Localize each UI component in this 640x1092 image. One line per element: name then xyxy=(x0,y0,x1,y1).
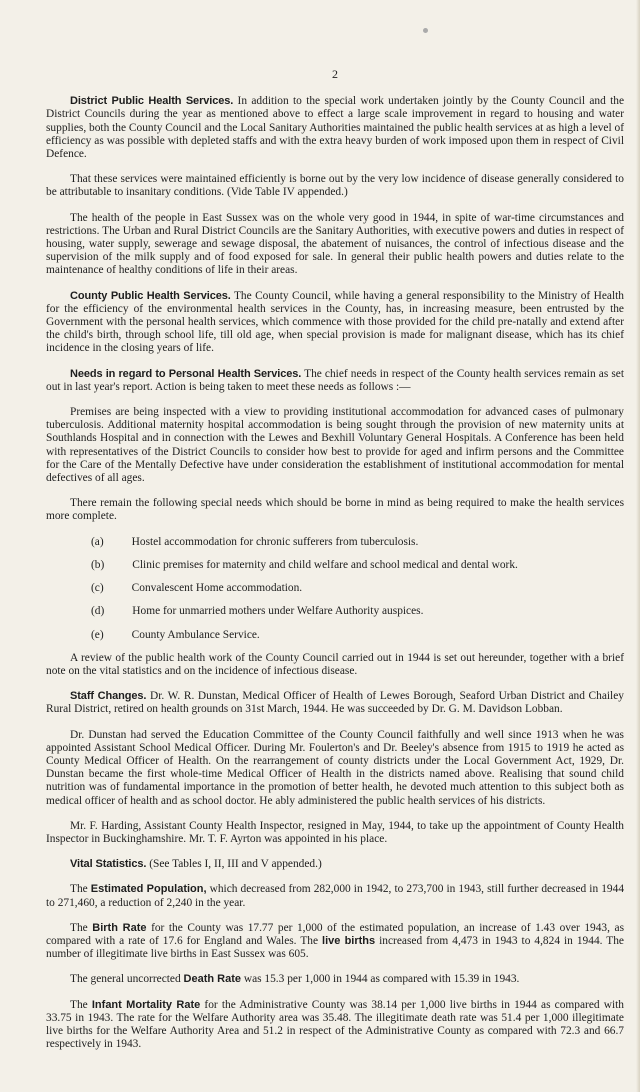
paragraph-needs xyxy=(46,368,624,394)
text-birth-mid: for the County was 17.77 per 1,000 of the estimated population, an increase of 1.43 over 1943, as compared with a rate of 17.6 for England and Wales. The xyxy=(46,921,625,947)
list-item xyxy=(46,536,624,549)
paragraph-harding: Mr. F. Harding, Assistant County Health Inspector, resigned in May, 1944, to take up the appointment of County Health Inspector in Buckinghamshire. Mr. T. F. Ayrton was appointed in his place. xyxy=(46,819,624,845)
text-infant-pre: The xyxy=(70,998,92,1011)
text-vital-statistics: (See Tables I, II, III and V appended.) xyxy=(146,858,322,871)
list-item-text: Convalescent Home accommodation. xyxy=(131,582,303,595)
text-staff-changes: Dr. W. R. Dunstan, Medical Officer of Health of Lewes Borough, Seaford Urban District and Chailey Rural District, retired on health grounds on 31st March, 1944. He was succeeded by Dr. G. M. Davidson Lobban. xyxy=(46,690,624,716)
heading-vital-statistics: Vital Statistics. xyxy=(70,858,147,871)
text-population-pre: The xyxy=(70,883,91,896)
paragraph-health-of-people: The health of the people in East Sussex was on the whole very good in 1944, in spite of war-time circumstances and restrictions. The Urban and Rural District Councils are the Sanitary Authorities, with executive powers and duties in respect of housing, water supply, sewerage and sewage disposal, the abatement of nuisances, the control of infectious disease and the supervision of the milk supply and of food exposed for sale. In general their public health powers and duties relate to the maintenance of healthy conditions of life in their areas. xyxy=(46,211,624,277)
text-birth-post: increased from 4,473 in 1943 to 4,824 in 1944. The number of illegitimate live births in East Sussex was 605. xyxy=(46,934,624,961)
term-birth-rate: Birth Rate xyxy=(92,921,147,934)
text-district-services: In addition to the special work undertaken jointly by the County Council and the District Councils during the year as mentioned above to effect a large scale improvement in regard to housing and water supplies, both the County Council and the Local Sanitary Authorities maintained the public health services at as high a level of efficiency as was possible with depleted staffs and with the extra heavy burden of work imposed upon them in respect of Civil Defence. xyxy=(46,95,624,161)
list-item-mark: (d) xyxy=(91,605,105,618)
list-item xyxy=(46,559,624,572)
paragraph-district-services xyxy=(46,95,624,161)
term-estimated-population: Estimated Population, xyxy=(90,883,207,896)
list-item-text: County Ambulance Service. xyxy=(131,628,260,641)
list-item-text: Clinic premises for maternity and child welfare and school medical and dental work. xyxy=(132,558,518,571)
text-infant-post: for the Administrative County was 38.14 per 1,000 live births in 1944 as compared with 33.75 in 1943. The rate for the Welfare Authority area was 35.48. The illegitimate death rate was 51.4 per 1,000 illegitimate live births for the Welfare Authority Area and 51.2 in respect of the Administrative County as compared with 72.3 and 66.7 respectively in 1943. xyxy=(46,998,624,1051)
list-item-text: Hostel accommodation for chronic sufferers from tuberculosis. xyxy=(131,535,419,548)
paragraph-vital-statistics xyxy=(46,858,624,871)
list-item xyxy=(46,629,624,642)
term-infant-mortality-rate: Infant Mortality Rate xyxy=(91,998,201,1011)
heading-county-services: County Public Health Services. xyxy=(70,289,231,302)
paragraph-services-maintained: That these services were maintained efficiently is borne out by the very low incidence of disease generally considered to be attributable to insanitary conditions. (Vide Table IV appended.) xyxy=(46,173,624,199)
paragraph-premises: Premises are being inspected with a view to providing institutional accommodation for advanced cases of pulmonary tuberculosis. Additional maternity hospital accommodation is being sought through the provision of new maternity units at Southlands Hospital and in connection with the Lewes and Bexhill Voluntary General Hospitals. A Conference has been held with representatives of the District Councils to consider how best to provide for aged and infirm persons and the Committee for the Care of the Mentally Defective have under consideration the establishment of institutional accommodation for mental defectives of all ages. xyxy=(46,406,624,485)
text-needs: The chief needs in respect of the County health services remain as set out in last year's report. Action is being taken to meet these needs as follows :— xyxy=(46,367,624,393)
paragraph-population xyxy=(46,883,624,909)
list-item-mark: (e) xyxy=(91,628,104,641)
list-item-text: Home for unmarried mothers under Welfare Authority auspices. xyxy=(132,605,424,618)
term-live-births: live births xyxy=(322,934,376,947)
text-county-services: The County Council, while having a general responsibility to the Ministry of Health for the efficiency of the environmental health services in the County, has, in increasing measure, been entrusted by the Government with the personal health services, which commence with those provided for the child pre-natally and extend after the child's birth, through school life, till old age, when special provision is made for malignant disease, which has its chief incidence in the closing years of life. xyxy=(46,289,624,355)
heading-district-services: District Public Health Services. xyxy=(70,95,234,108)
list-item-mark: (c) xyxy=(91,582,104,595)
text-population-post: which decreased from 282,000 in 1942, to 273,700 in 1943, still further decreased in 1944 to 271,460, a reduction of 2,240 in the year. xyxy=(46,883,625,909)
needs-list xyxy=(46,536,624,642)
paragraph-special-needs: There remain the following special needs which should be borne in mind as being required to make the health services more complete. xyxy=(46,497,624,523)
text-death-post: was 15.3 per 1,000 in 1944 as compared with 15.39 in 1943. xyxy=(241,973,520,986)
heading-needs: Needs in regard to Personal Health Services. xyxy=(70,367,302,380)
list-item-mark: (a) xyxy=(91,535,104,548)
paragraph-dunstan: Dr. Dunstan had served the Education Committee of the County Council faithfully and well since 1913 when he was appointed Assistant School Medical Officer. During Mr. Foulerton's and Dr. Beeley's absence from 1915 to 1919 he acted as County Medical Officer of Health. On the rearrangement of county districts under the Local Government Act, 1929, Dr. Dunstan became the first whole-time Medical Officer of Health in the districts named above. Realising that sound child nutrition was of fundamental importance in the promotion of better health, he devoted much attention to this subject both as medical officer of health and as school doctor. He ably administered the public health services of his districts. xyxy=(46,728,624,807)
paragraph-county-services xyxy=(46,290,624,356)
heading-staff-changes: Staff Changes. xyxy=(70,690,147,703)
page-edge-shadow xyxy=(636,0,640,1092)
paragraph-birth-rate xyxy=(46,922,624,962)
list-item-mark: (b) xyxy=(91,558,105,571)
paragraph-infant-mortality xyxy=(46,999,624,1052)
text-birth-pre: The xyxy=(70,921,93,934)
text-death-pre: The general uncorrected xyxy=(70,973,184,986)
paragraph-staff-changes xyxy=(46,690,624,716)
paper-speck xyxy=(423,28,428,33)
page-number: 2 xyxy=(332,67,338,81)
document-page xyxy=(46,68,624,1063)
list-item xyxy=(46,605,624,618)
term-death-rate: Death Rate xyxy=(183,973,241,986)
paragraph-death-rate xyxy=(46,973,624,986)
paragraph-review: A review of the public health work of the County Council carried out in 1944 is set out hereunder, together with a brief note on the vital statistics and on the incidence of infectious disease. xyxy=(46,651,624,677)
list-item xyxy=(46,582,624,595)
